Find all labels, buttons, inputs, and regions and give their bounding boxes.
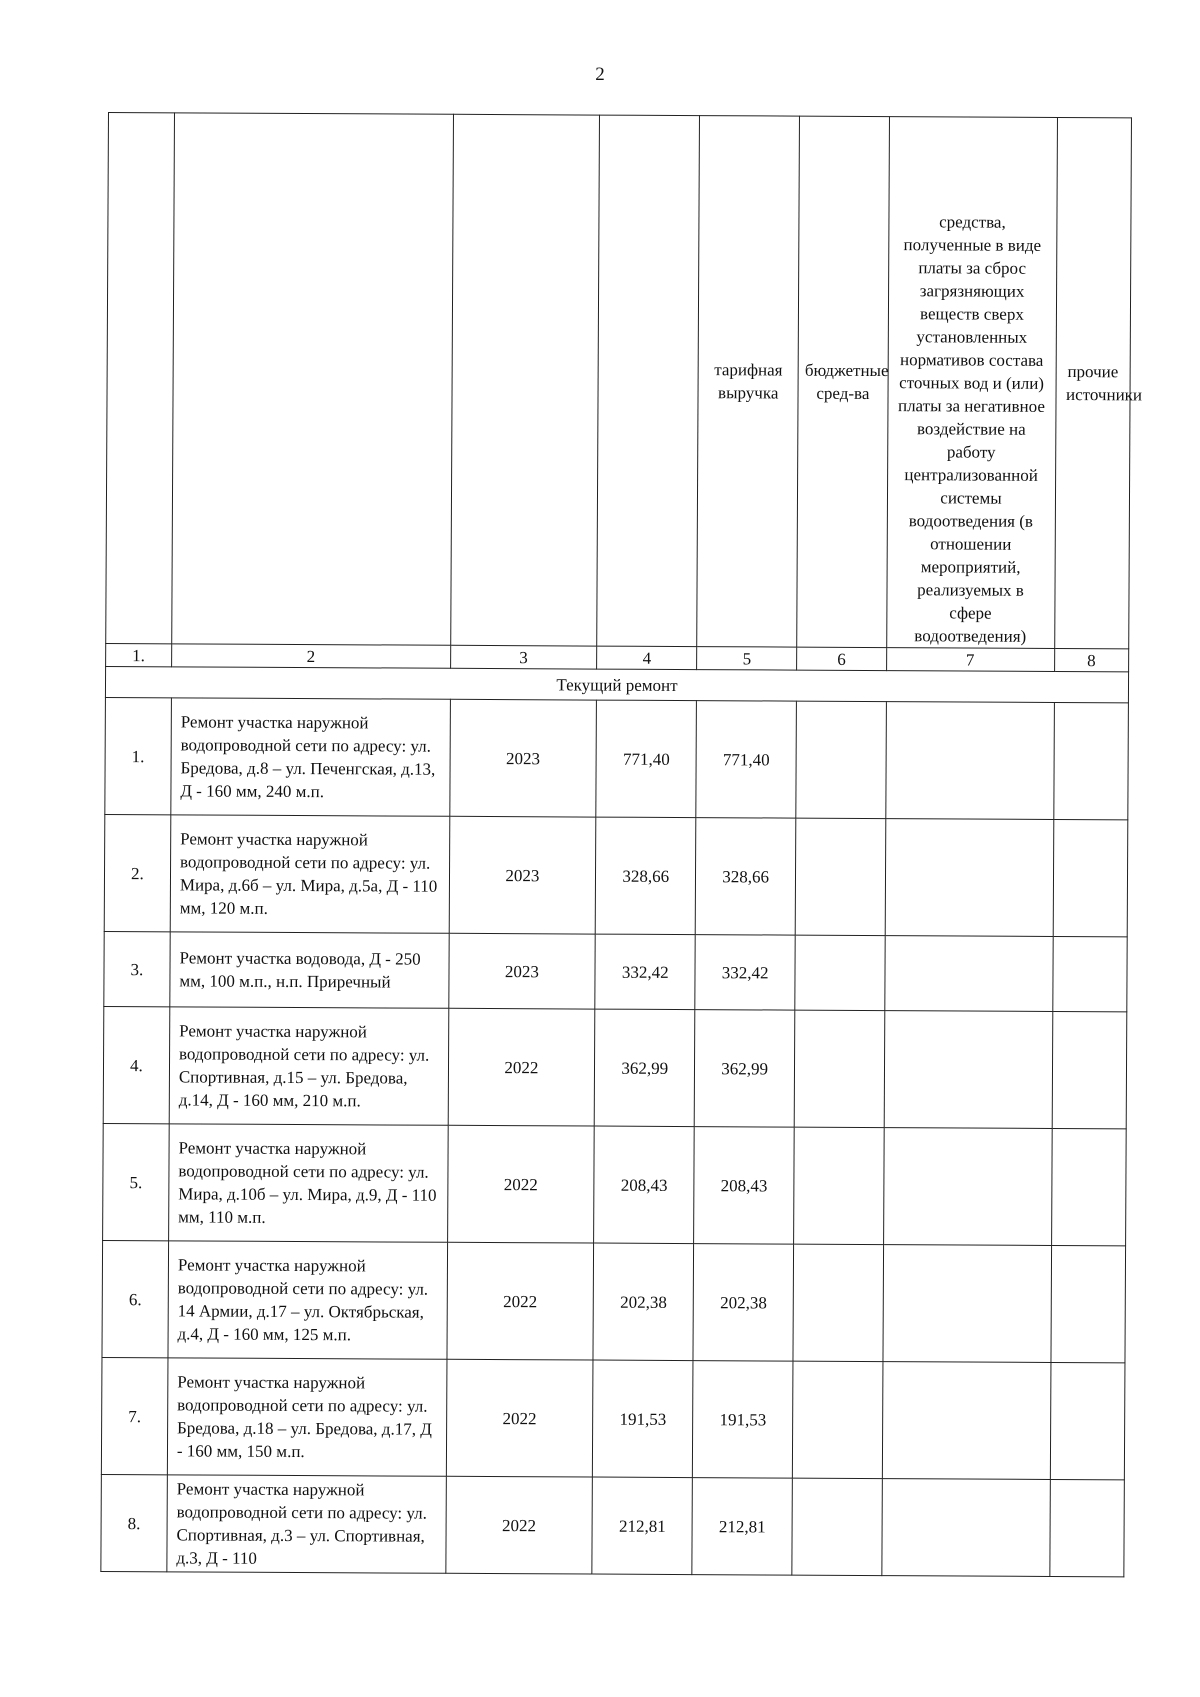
row-tariff: 191,53 — [693, 1361, 794, 1479]
row-index: 3. — [104, 931, 170, 1006]
table-row — [101, 1357, 1125, 1479]
row-description: Ремонт участка наружной водопроводной сети по адресу: ул. Спортивная, д.15 – ул. Бредова, д.14, Д - 160 мм, 210 м.п. — [169, 1007, 448, 1125]
row-pollution-fees — [881, 1479, 1050, 1577]
table-row — [104, 814, 1128, 936]
row-tariff: 771,40 — [696, 701, 797, 819]
row-pollution-fees — [883, 1128, 1052, 1246]
row-other — [1052, 1011, 1127, 1128]
column-number: 8 — [1054, 648, 1129, 671]
column-number: 1. — [106, 643, 172, 666]
investment-table-container — [100, 112, 1143, 1577]
column-number: 3 — [450, 645, 597, 669]
row-tariff: 362,99 — [694, 1010, 795, 1128]
row-year: 2023 — [449, 699, 596, 817]
row-description: Ремонт участка наружной водопроводной сети по адресу: ул. 14 Армии, д.17 – ул. Октябрьская, д.4, Д - 160 мм, 125 м.п. — [168, 1241, 447, 1359]
row-index: 4. — [103, 1006, 170, 1123]
table-row — [105, 697, 1129, 819]
row-year: 2023 — [449, 816, 596, 934]
header-cell-2 — [172, 113, 453, 645]
row-description: Ремонт участка водовода, Д - 250 мм, 100 м.п., н.п. Приречный — [170, 932, 449, 1008]
row-budget — [795, 818, 885, 935]
page-number: 2 — [595, 64, 605, 85]
row-budget — [794, 1010, 884, 1127]
row-index: 5. — [103, 1123, 170, 1240]
row-tariff: 212,81 — [692, 1478, 792, 1576]
row-budget — [796, 701, 886, 818]
header-cell-3 — [450, 114, 600, 646]
row-index: 6. — [102, 1240, 169, 1357]
row-year: 2023 — [448, 933, 595, 1009]
table-row — [101, 1474, 1124, 1576]
header-cell-1 — [106, 113, 175, 644]
row-index: 1. — [105, 697, 172, 814]
row-total: 362,99 — [594, 1009, 695, 1127]
row-description: Ремонт участка наружной водопроводной сети по адресу: ул. Мира, д.6б – ул. Мира, д.5а, Д - 110 мм, 120 м.п. — [170, 815, 449, 933]
row-pollution-fees — [884, 936, 1052, 1012]
row-total: 191,53 — [593, 1360, 694, 1478]
header-cell-4 — [597, 115, 700, 647]
row-index: 2. — [104, 814, 171, 931]
row-description: Ремонт участка наружной водопроводной сети по адресу: ул. Мира, д.10б – ул. Мира, д.9, Д - 110 мм, 110 м.п. — [169, 1124, 448, 1242]
column-number: 4 — [597, 646, 697, 670]
row-total: 332,42 — [595, 934, 695, 1010]
row-other — [1050, 1362, 1125, 1479]
row-tariff: 208,43 — [694, 1127, 795, 1245]
investment-table — [100, 112, 1143, 1577]
row-year: 2022 — [447, 1242, 594, 1360]
row-budget — [792, 1478, 882, 1575]
row-pollution-fees — [882, 1245, 1051, 1363]
table-row — [104, 931, 1127, 1011]
row-pollution-fees — [884, 1011, 1053, 1129]
row-year: 2022 — [446, 1359, 593, 1477]
column-number: 6 — [797, 647, 886, 670]
header-tariff-revenue: тарифная выручка — [697, 116, 800, 648]
header-row — [106, 113, 1132, 649]
row-index: 7. — [101, 1357, 168, 1474]
row-year: 2022 — [445, 1476, 592, 1574]
row-tariff: 202,38 — [693, 1244, 794, 1362]
section-title: Текущий ремонт — [105, 666, 1128, 702]
table-row — [103, 1123, 1127, 1245]
row-year: 2022 — [448, 1008, 595, 1126]
row-budget — [793, 1361, 883, 1478]
table-row — [103, 1006, 1127, 1128]
row-total: 771,40 — [596, 700, 697, 818]
row-year: 2022 — [447, 1125, 594, 1243]
row-pollution-fees — [882, 1362, 1051, 1480]
row-total: 212,81 — [592, 1477, 692, 1575]
table-row — [102, 1240, 1126, 1362]
row-other — [1052, 936, 1127, 1011]
column-number: 7 — [886, 648, 1054, 672]
row-pollution-fees — [885, 702, 1054, 820]
row-description: Ремонт участка наружной водопроводной сети по адресу: ул. Бредова, д.8 – ул. Печенгская, д.13, Д - 160 мм, 240 м.п. — [171, 698, 450, 816]
row-index: 8. — [101, 1474, 167, 1571]
row-other — [1049, 1479, 1124, 1576]
row-total: 208,43 — [594, 1126, 695, 1244]
row-other — [1051, 1128, 1126, 1245]
row-other — [1053, 819, 1128, 936]
row-budget — [794, 1127, 884, 1244]
row-total: 328,66 — [595, 817, 696, 935]
row-pollution-fees — [885, 819, 1054, 937]
header-pollution-fees: средства, полученные в виде платы за сброс загрязняющих веществ сверх установленных нормативов состава сточных вод и (или) платы за негативное воздействие на работу централизованной системы водоотведения (в отношении мероприятий, реализуемых в сфере водоотведения) — [886, 117, 1057, 649]
row-description: Ремонт участка наружной водопроводной сети по адресу: ул. Бредова, д.18 – ул. Бредова, д.17, Д - 160 мм, 150 м.п. — [167, 1358, 446, 1476]
header-budget-funds: бюджетные сред-ва — [797, 116, 889, 647]
row-total: 202,38 — [593, 1243, 694, 1361]
row-other — [1050, 1245, 1125, 1362]
row-other — [1053, 702, 1128, 819]
row-budget — [793, 1244, 883, 1361]
column-number: 2 — [172, 644, 451, 668]
row-tariff: 328,66 — [695, 818, 796, 936]
row-description: Ремонт участка наружной водопроводной сети по адресу: ул. Спортивная, д.3 – ул. Спортивная, д.3, Д - 110 — [167, 1475, 446, 1573]
row-tariff: 332,42 — [695, 935, 795, 1011]
row-budget — [795, 935, 885, 1010]
header-other-sources: прочие источники — [1054, 117, 1131, 648]
column-number: 5 — [697, 647, 797, 671]
